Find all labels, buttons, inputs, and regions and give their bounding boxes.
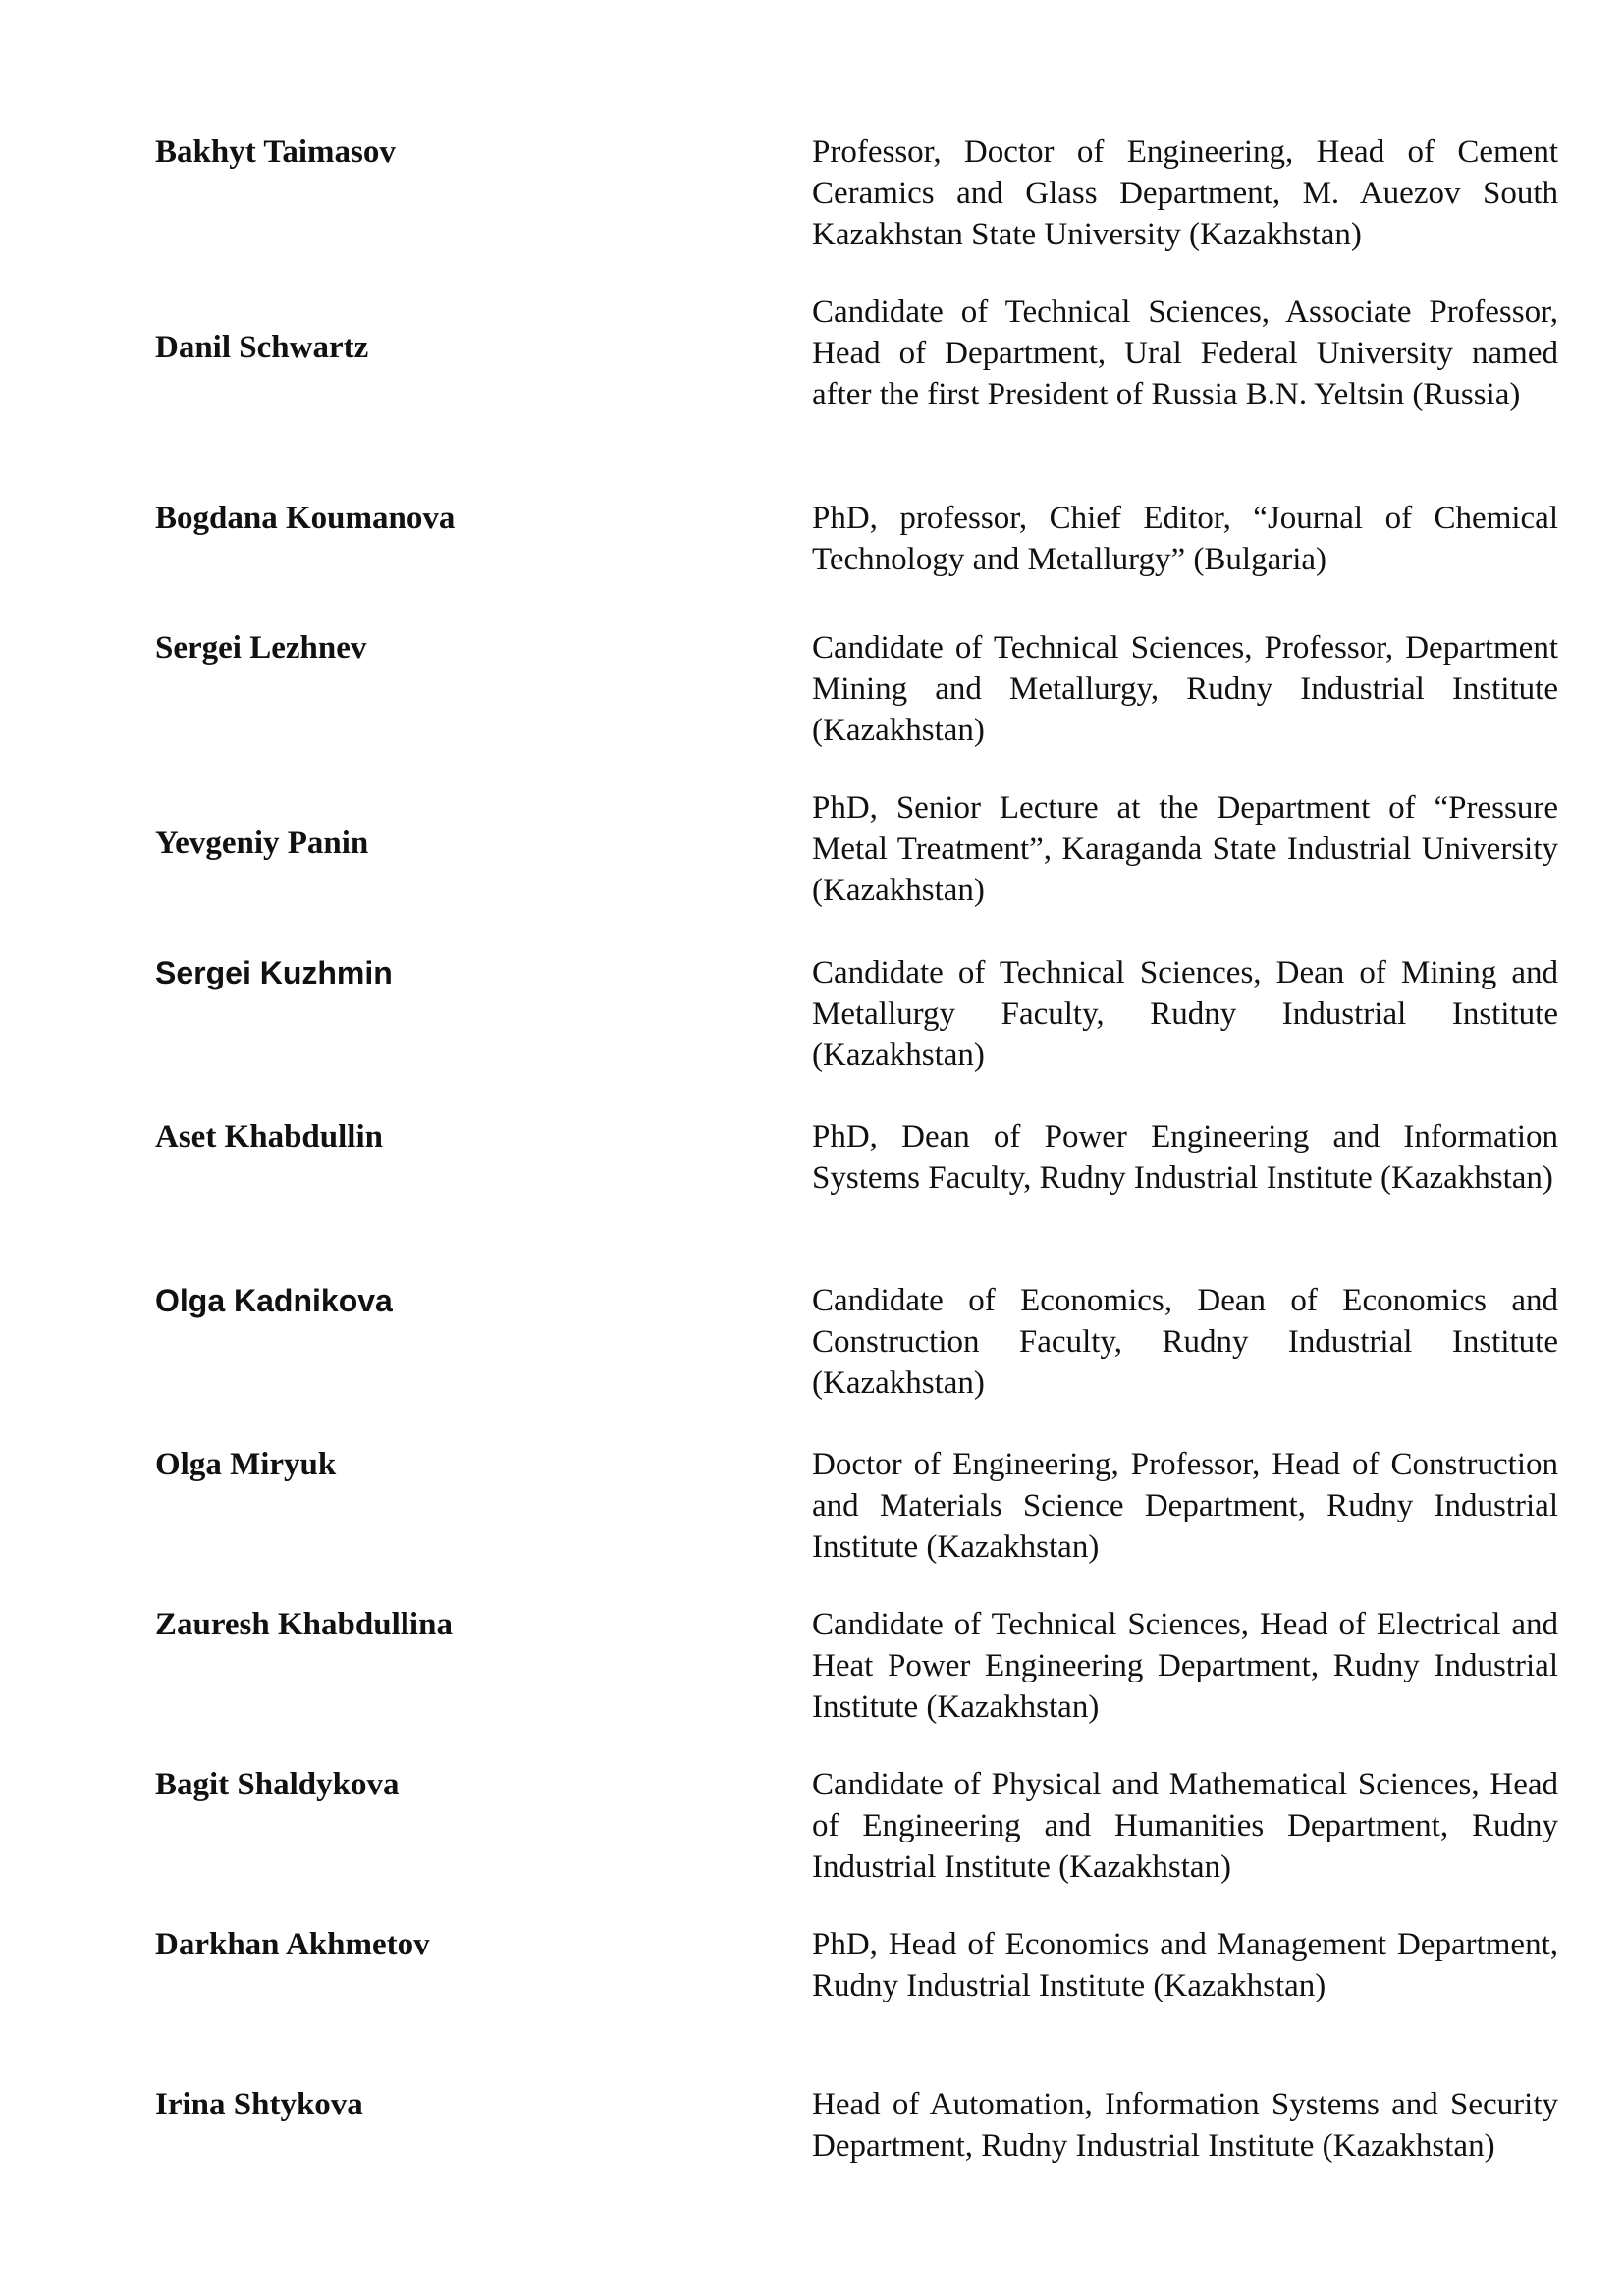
member-name: Danil Schwartz [155, 330, 369, 365]
member-name: Yevgeniy Panin [155, 826, 369, 861]
member-description: PhD, professor, Chief Editor, “Journal of Chemical Technology and Metallurgy” (Bulgaria) [812, 501, 1558, 577]
member-description: Candidate of Economics, Dean of Economics and Construction Faculty, Rudny Industrial Institute (Kazakhstan) [812, 1283, 1558, 1401]
member-name: Olga Miryuk [155, 1447, 337, 1482]
member-description: Head of Automation, Information Systems and Security Department, Rudny Industrial Institute (Kazakhstan) [812, 2087, 1558, 2163]
member-name: Bagit Shaldykova [155, 1767, 400, 1802]
member-name: Bogdana Koumanova [155, 501, 456, 536]
member-name: Irina Shtykova [155, 2087, 363, 2122]
member-description: PhD, Dean of Power Engineering and Information Systems Faculty, Rudny Industrial Institute (Kazakhstan) [812, 1119, 1558, 1196]
member-description: Candidate of Physical and Mathematical Sciences, Head of Engineering and Humanities Department, Rudny Industrial Institute (Kazakhstan) [812, 1767, 1558, 1885]
member-name: Darkhan Akhmetov [155, 1927, 430, 1962]
member-name: Zauresh Khabdullina [155, 1607, 453, 1642]
member-description: Candidate of Technical Sciences, Professor, Department Mining and Metallurgy, Rudny Industrial Institute (Kazakhstan) [812, 630, 1558, 748]
member-name: Bakhyt Taimasov [155, 134, 396, 170]
member-name: Sergei Kuzhmin [155, 955, 393, 990]
member-name: Olga Kadnikova [155, 1283, 393, 1318]
member-description: PhD, Senior Lecture at the Department of “Pressure Metal Treatment”, Karaganda State Industrial University (Kazakhstan) [812, 790, 1558, 908]
member-description: Candidate of Technical Sciences, Dean of Mining and Metallurgy Faculty, Rudny Industrial Institute (Kazakhstan) [812, 955, 1558, 1073]
member-description: PhD, Head of Economics and Management Department, Rudny Industrial Institute (Kazakhstan) [812, 1927, 1558, 2003]
member-name: Aset Khabdullin [155, 1119, 383, 1154]
member-description: Doctor of Engineering, Professor, Head of Construction and Materials Science Department, Rudny Industrial Institute (Kazakhstan) [812, 1447, 1558, 1565]
member-description: Candidate of Technical Sciences, Associate Professor, Head of Department, Ural Federal University named after the first President of Russia B.N. Yeltsin (Russia) [812, 294, 1558, 412]
member-name: Sergei Lezhnev [155, 630, 367, 666]
member-description: Candidate of Technical Sciences, Head of Electrical and Heat Power Engineering Department, Rudny Industrial Institute (Kazakhstan) [812, 1607, 1558, 1725]
member-description: Professor, Doctor of Engineering, Head of Cement Ceramics and Glass Department, M. Auezov South Kazakhstan State University (Kazakhstan) [812, 134, 1558, 252]
